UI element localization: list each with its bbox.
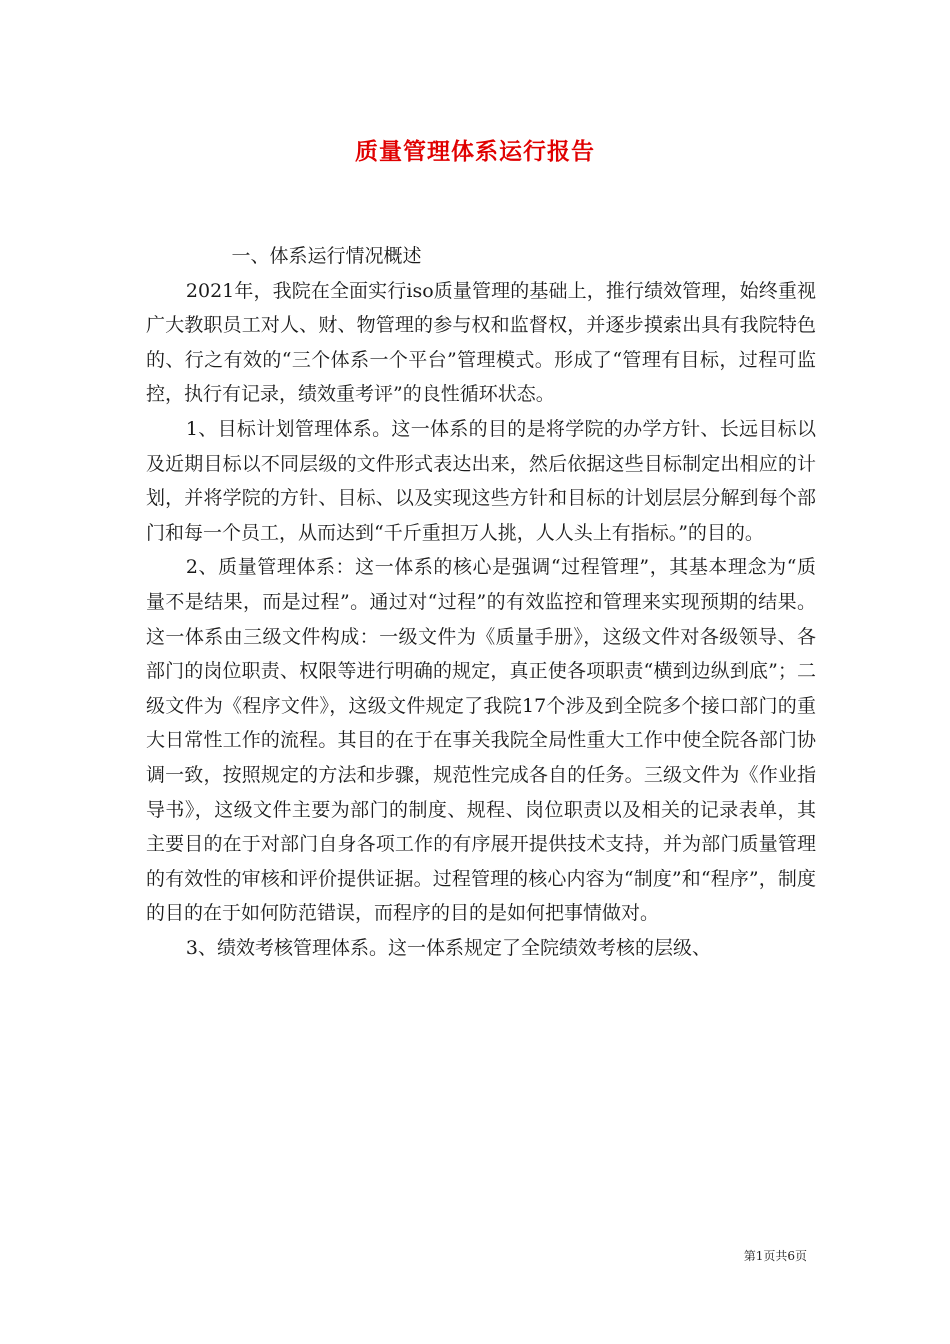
document-title: 质量管理体系运行报告: [355, 138, 595, 165]
paragraph-performance: 3、绩效考核管理体系。这一体系规定了全院绩效考核的层级、: [185, 936, 711, 959]
section-heading: 一、体系运行情况概述: [231, 245, 422, 267]
page-footer: 第1页共6页: [743, 1249, 807, 1263]
paragraph-quality-system: 2、质量管理体系：这一体系的核心是强调“过程管理”，其基本理念为“质量不是结果，而是过程”。通过对“过程”的有效监控和管理来实现预期的结果。这一体系由三级文件构成：一级文件为《质量手册》，这级文件对各级领导、各部门的岗位职责、权限等进行明确的规定，真正使各项职责“横到边纵到底”；二级文件为《程序文件》，这级文件规定了我院17个涉及到全院多个接口部门的重大日常性工作的流程。其目的在于在事关我院全局性重大工作中使全院各部门协调一致，按照规定的方法和步骤，规范性完成各自的任务。三级文件为《作业指导书》，这级文件主要为部门的制度、规程、岗位职责以及相关的记录表单，其主要目的在于对部门自身各项工作的有序展开提供技术支持，并为部门质量管理的有效性的审核和评价提供证据。过程管理的核心内容为“制度”和“程序”，制度的目的在于如何防范错误，而程序的目的是如何把事情做对。: [146, 556, 816, 925]
paragraph-overview: 2021年，我院在全面实行iso质量管理的基础上，推行绩效管理，始终重视广大教职员工对人、财、物管理的参与权和监督权，并逐步摸索出具有我院特色的、行之有效的“三个体系一个平台”管理模式。形成了“管理有目标，过程可监控，执行有记录，绩效重考评”的良性循环状态。: [146, 279, 816, 406]
paragraph-target-plan: 1、目标计划管理体系。这一体系的目的是将学院的办学方针、长远目标以及近期目标以不同层级的文件形式表达出来，然后依据这些目标制定出相应的计划，并将学院的方针、目标、以及实现这些方针和目标的计划层层分解到每个部门和每一个员工，从而达到“千斤重担万人挑，人人头上有指标。”的目的。: [146, 417, 816, 544]
document-body: [146, 239, 816, 965]
